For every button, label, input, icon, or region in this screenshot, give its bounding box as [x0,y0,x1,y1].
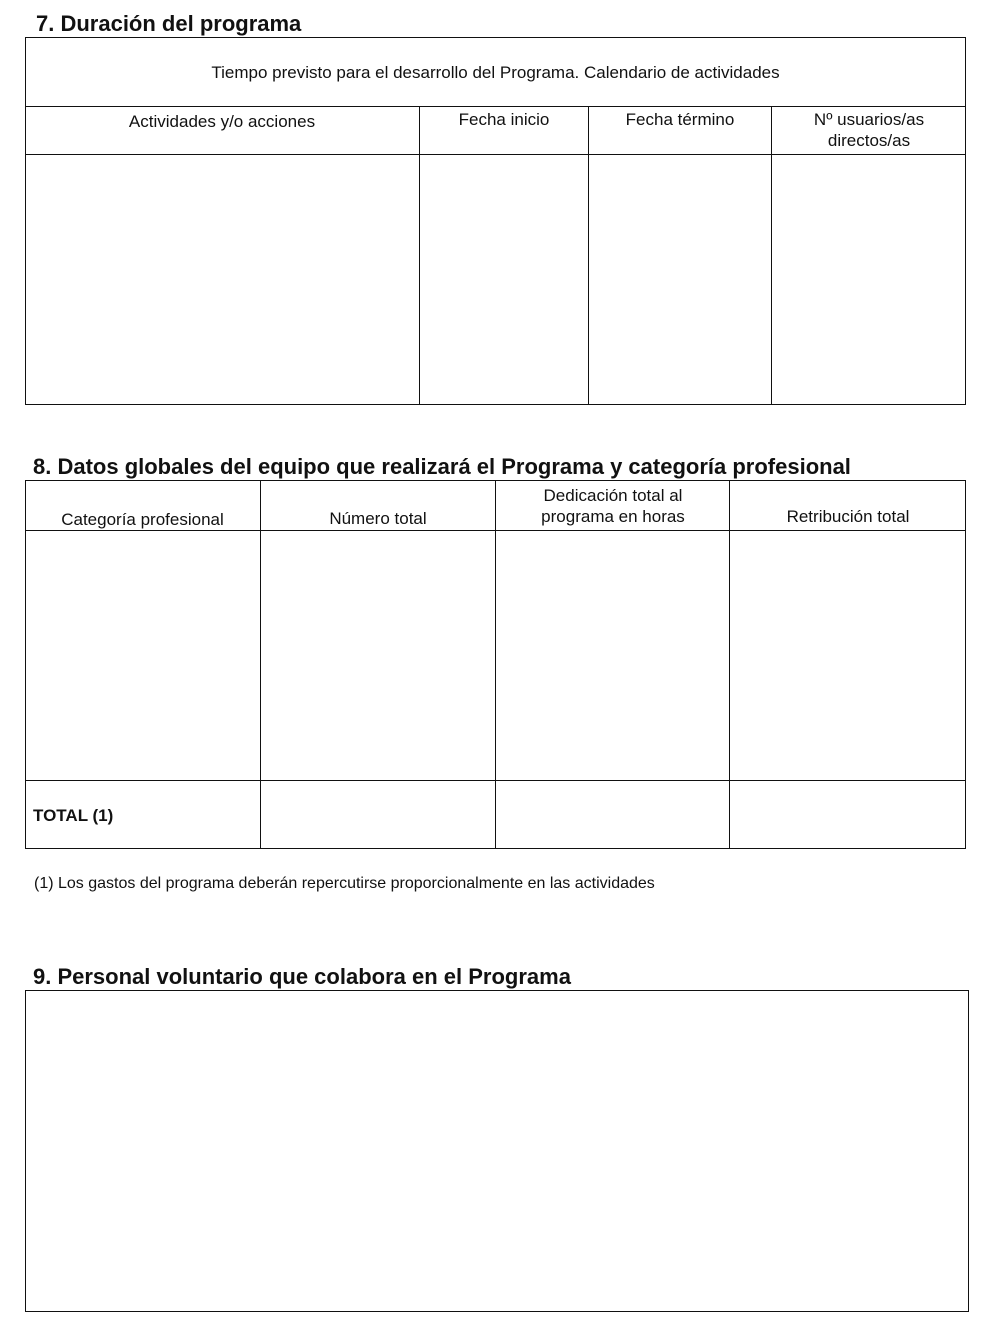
col-header-actividades: Actividades y/o acciones [128,112,316,131]
section-8-title: 8. Datos globales del equipo que realizará el Programa y categoría profesional [33,454,851,479]
col-header-fecha-inicio: Fecha inicio [458,110,550,129]
team-col-divider [729,480,730,849]
cell-total-retribucion[interactable] [731,782,965,848]
cell-retribucion[interactable] [731,532,965,779]
section-7-title: 7. Duración del programa [36,11,302,36]
schedule-header-divider [25,154,966,155]
schedule-col-divider [588,106,589,405]
team-col-divider [260,480,261,849]
col-header-dedicacion: Dedicación total al programa en horas [541,486,685,526]
col-header-retribucion: Retribución total [786,507,910,526]
col-header-categoria: Categoría profesional [61,510,224,529]
col-header-numero-total: Número total [329,509,427,528]
col-header-usuarios: Nº usuarios/as directos/as [813,110,925,150]
section-9-title: 9. Personal voluntario que colabora en el Programa [33,964,571,989]
schedule-subtitle: Tiempo previsto para el desarrollo del Programa. Calendario de actividades [211,63,780,82]
team-col-divider [495,480,496,849]
col-header-fecha-termino: Fecha término [625,110,735,129]
cell-categoria[interactable] [27,532,259,779]
cell-fecha-termino[interactable] [590,156,770,403]
cell-usuarios[interactable] [773,156,965,403]
cell-fecha-inicio[interactable] [421,156,587,403]
schedule-subtitle-divider [25,106,966,107]
footnote: (1) Los gastos del programa deberán repercutirse proporcionalmente en las actividades [34,875,655,892]
cell-total-dedicacion[interactable] [497,782,728,848]
cell-numero-total[interactable] [262,532,494,779]
cell-actividades[interactable] [27,156,418,403]
schedule-col-divider [771,106,772,405]
schedule-col-divider [419,106,420,405]
cell-dedicacion[interactable] [497,532,728,779]
volunteer-box[interactable] [25,990,969,1312]
total-row-label: TOTAL (1) [33,806,114,825]
cell-total-numero[interactable] [262,782,494,848]
